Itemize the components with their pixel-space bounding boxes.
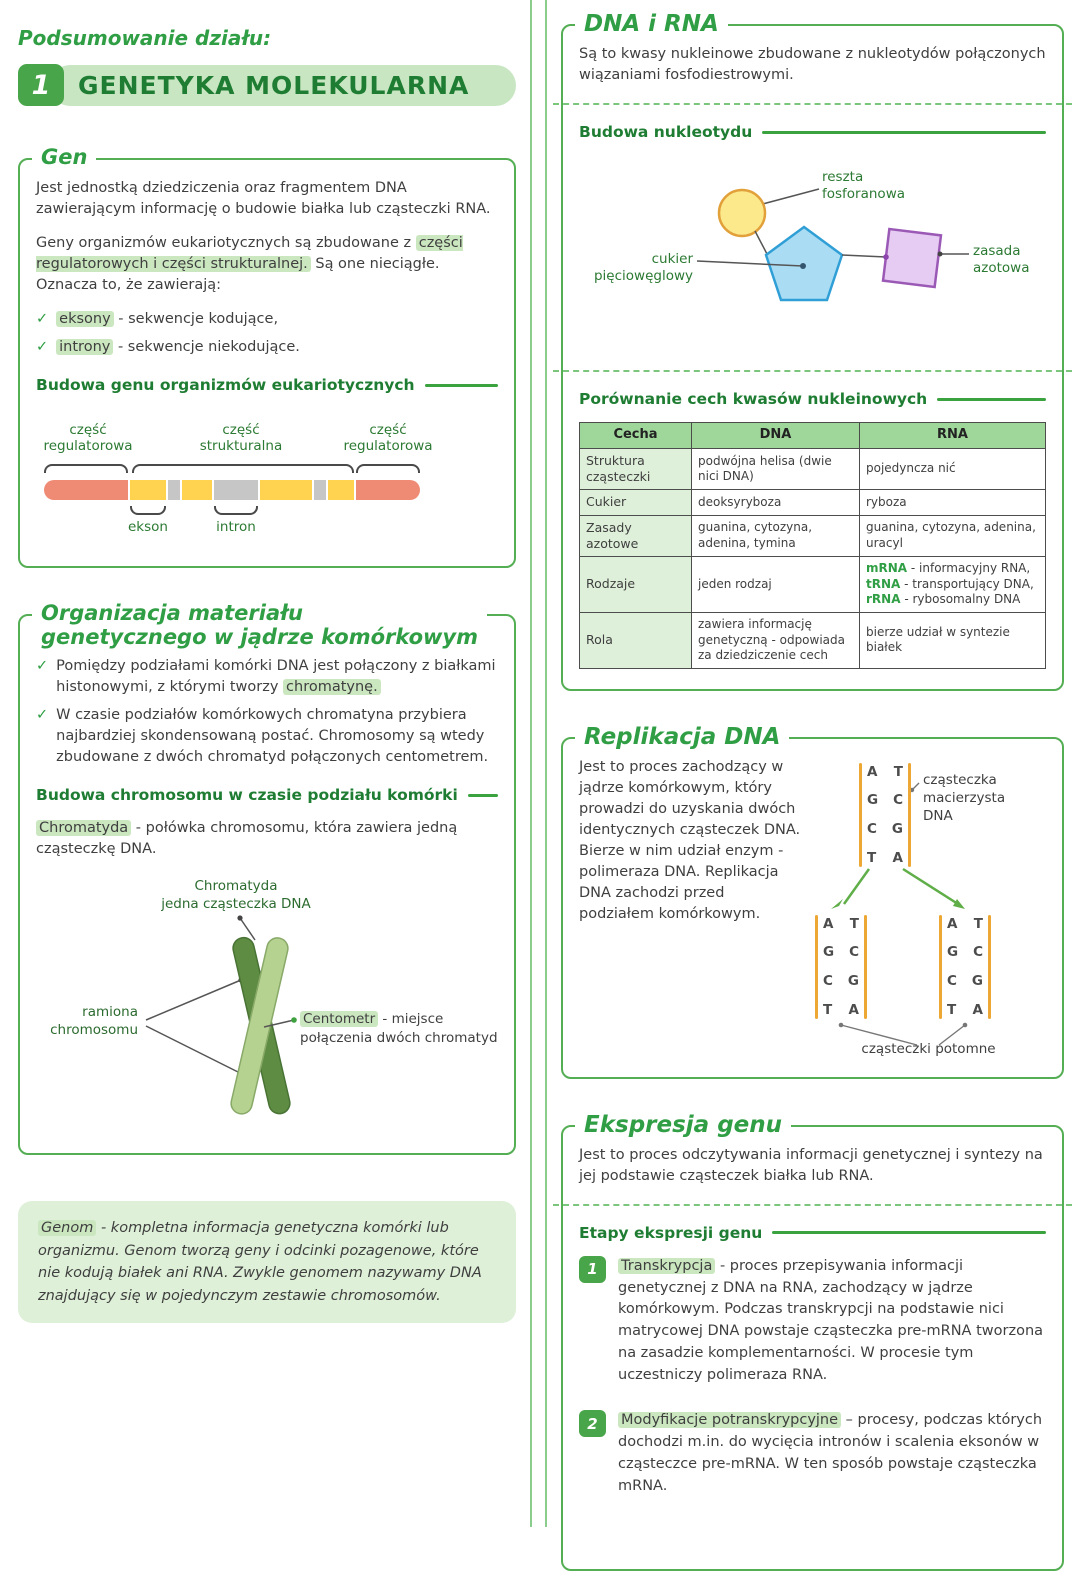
base-pair (947, 1002, 983, 1018)
base: A (947, 915, 958, 932)
sugar-label: cukier pięciowęglowy (593, 251, 693, 284)
text: Są one nieciągłe. Oznacza to, że zawierają: (36, 256, 440, 294)
strand-line (988, 915, 991, 1019)
base-pairs (867, 763, 903, 867)
base: C (823, 973, 833, 990)
region-label-regulatory-left: część regulatorowa (43, 422, 133, 455)
dna-molecule-daughter-1 (815, 915, 867, 1019)
base-pair (947, 944, 983, 960)
cell-rna: bierze udział w syntezie białek (860, 612, 1046, 668)
dashed-separator (553, 1204, 1072, 1206)
base-square (883, 229, 941, 287)
cell-dna: jeden rodzaj (692, 557, 860, 613)
replication-diagram (811, 757, 1046, 1057)
cell-rna-types (860, 557, 1046, 613)
base-pairs (823, 915, 859, 1019)
base: T (973, 915, 983, 932)
text: – procesy, podczas których dochodzi m.in. do wycięcia intronów i scalenia eksonów w cząsteczce pre-mRNA. W ten sposób powstaje cząsteczka mRNA. (618, 1412, 1043, 1494)
chromatyda-paragraph (36, 818, 498, 860)
base: G (847, 973, 859, 990)
base-pair (867, 764, 903, 780)
cell-rna: guanina, cytozyna, adenina, uracyl (860, 515, 1046, 557)
label-line-1: Chromatyda (194, 878, 278, 895)
region-label-structural: część strukturalna (199, 422, 283, 455)
term: tRNA (866, 576, 901, 591)
chapter-number: 1 (18, 64, 64, 106)
parent-molecule-label (923, 771, 1005, 826)
bar-segment-intron (168, 480, 180, 500)
connector-dot (237, 916, 242, 921)
bullet-text (56, 337, 300, 358)
chapter-title: GENETYKA MOLEKULARNA (50, 65, 516, 106)
bar-segment-intron (214, 480, 258, 500)
connector-line (759, 189, 819, 205)
page-header: Podsumowanie działu: (18, 26, 272, 50)
rna-type-rrna (866, 592, 1039, 608)
dashed-separator (553, 370, 1072, 372)
table-header-row (580, 423, 1046, 449)
base: C (849, 944, 859, 961)
bar-segment-ekson (130, 480, 166, 500)
cell-dna: zawiera informację genetyczną - odpowiada za dziedziczenie cech (692, 612, 860, 668)
bar-segment-ekson (260, 480, 312, 500)
highlight-eksony: eksony (56, 311, 114, 327)
chapter-banner (18, 64, 516, 106)
highlight-centometr: Centometr (300, 1011, 378, 1027)
base: C (893, 792, 903, 809)
cell-feature: Cukier (580, 490, 692, 515)
expression-box-title: Ekspresja genu (575, 1112, 791, 1138)
arrow-right (903, 869, 958, 904)
base-label: zasada azotowa (973, 243, 1030, 276)
nucleic-acids-comparison-table (579, 422, 1046, 669)
base: T (867, 849, 877, 866)
base-dot (883, 254, 889, 260)
label-line: cząsteczka (923, 771, 997, 788)
dna-rna-box (561, 11, 1064, 691)
step-text (618, 1410, 1046, 1497)
dna-rna-box-title: DNA i RNA (575, 11, 728, 37)
base-pairs (947, 915, 983, 1019)
base-pair (867, 850, 903, 866)
text: - proces przepisywania informacji genetycznej z DNA na RNA, zachodzący w jądrze komórkowym. Podczas transkrypcji na podstawie nici matrycowej DNA powstaje cząsteczka pre-mRNA tworzona na zasadzie komplementarności. W procesie tym uczestniczy polimeraza RNA. (618, 1257, 1044, 1383)
step-number: 1 (579, 1256, 606, 1283)
bar-segment-intron (314, 480, 326, 500)
cell-rna: ryboza (860, 490, 1046, 515)
centromere-dot (291, 1017, 297, 1023)
base: C (973, 944, 983, 961)
connector-line (146, 1026, 242, 1074)
check-icon: ✓ (36, 339, 49, 356)
base: T (947, 1001, 957, 1018)
connector-dot (938, 252, 943, 257)
connector-dot (963, 1022, 968, 1027)
cell-dna: guanina, cytozyna, adenina, tymina (692, 515, 860, 557)
brace-regulatory-left (44, 464, 128, 473)
strand-line (908, 763, 911, 867)
chromatid-top-label (121, 878, 351, 913)
base: C (867, 821, 877, 838)
title-line-2: genetycznego w jądrze komórkowym (41, 625, 479, 650)
organization-box-title (32, 601, 487, 649)
highlight-chromatyne: chromatynę. (283, 679, 381, 695)
replication-paragraph: Jest to proces zachodzący w jądrze komórkowym, który prowadzi do uzyskania dwóch identycznych cząsteczek DNA. Bierze w nim udział enzym - polimeraza DNA. Replikacja DNA zachodzi przed podziałem komórkowym. (579, 758, 801, 922)
cell-feature: Zasady azotowe (580, 515, 692, 557)
replication-box-title: Replikacja DNA (575, 724, 789, 750)
base-pair (867, 821, 903, 837)
table-row (580, 448, 1046, 490)
brace-structural (132, 464, 354, 473)
gen-paragraph-2 (36, 233, 498, 296)
text: - kompletna informacja genetyczna komórki lub organizmu. Genom tworzą geny i odcinki pozagenowe, które nie kodują białek ani RNA. Zwykle genomem nazywamy DNA znajdujący się w pojedynczym zestawie chromosomów. (38, 1220, 482, 1304)
desc: - informacyjny RNA, (907, 561, 1031, 576)
gene-structure-subhead: Budowa genu organizmów eukariotycznych (36, 376, 498, 394)
expression-step-2 (579, 1410, 1046, 1497)
connector-line (842, 255, 886, 257)
text: - sekwencje kodujące, (113, 311, 279, 328)
highlight-transkrypcja: Transkrypcja (618, 1258, 715, 1274)
bar-segment-ekson (182, 480, 212, 500)
gen-paragraph-1: Jest jednostką dziedziczenia oraz fragmentem DNA zawierającym informację o budowie białka lub cząsteczki RNA. (36, 180, 491, 218)
base-pair (947, 916, 983, 932)
column-divider (530, 0, 547, 1527)
col-header-cecha: Cecha (580, 423, 692, 449)
text: - sekwencje niekodujące. (113, 339, 300, 356)
text: Geny organizmów eukariotycznych są zbudowane z (36, 235, 416, 252)
centromere-label (300, 1010, 500, 1048)
phosphate-circle (719, 190, 765, 236)
gene-bar (44, 480, 420, 500)
base: A (848, 1001, 859, 1018)
region-label-regulatory-right: część regulatorowa (343, 422, 433, 455)
base-pair (867, 792, 903, 808)
rna-type-mrna (866, 561, 1039, 577)
bar-segment-regulatory (44, 480, 128, 500)
col-header-rna: RNA (860, 423, 1046, 449)
desc: - rybosomalny DNA (900, 592, 1021, 607)
chromosome-diagram (36, 878, 498, 1133)
table-row (580, 515, 1046, 557)
highlight-introny: introny (56, 339, 113, 355)
gen-bullet-eksony (36, 309, 498, 330)
base: A (892, 849, 903, 866)
strand-line (859, 763, 862, 867)
base-pair (823, 973, 859, 989)
base-pair (823, 916, 859, 932)
gen-box-title: Gen (32, 145, 96, 169)
table-row (580, 557, 1046, 613)
base: C (947, 973, 957, 990)
label-line: macierzysta (923, 789, 1006, 806)
check-icon: ✓ (36, 658, 49, 675)
expression-steps-subhead: Etapy ekspresji genu (579, 1224, 1046, 1242)
arrow-left (844, 869, 869, 904)
strand-line (864, 915, 867, 1019)
arrow-left-head (831, 899, 843, 909)
table-row (580, 490, 1046, 515)
base: A (823, 915, 834, 932)
gen-box (18, 145, 516, 568)
base: T (823, 1001, 833, 1018)
intron-label: intron (216, 519, 256, 536)
check-icon: ✓ (36, 311, 49, 328)
strand-line (815, 915, 818, 1019)
dna-molecule-daughter-2 (939, 915, 991, 1019)
dna-molecule-parent (859, 763, 911, 867)
base: G (867, 792, 879, 809)
base: G (823, 944, 835, 961)
organization-box (18, 601, 516, 1155)
step-text (618, 1256, 1046, 1387)
table-row (580, 612, 1046, 668)
org-bullet-2 (36, 705, 498, 768)
sugar-dot (800, 263, 806, 269)
col-header-dna: DNA (692, 423, 860, 449)
strand-line (939, 915, 942, 1019)
comparison-subhead: Porównanie cech kwasów nukleinowych (579, 390, 1046, 408)
ekson-label: ekson (128, 519, 168, 536)
brace-regulatory-right (356, 464, 420, 473)
daughter-molecules-label: cząsteczki potomne (861, 1040, 996, 1057)
cell-feature: Rodzaje (580, 557, 692, 613)
bullet-text: W czasie podziałów komórkowych chromatyna przybiera najbardziej skondensowaną postać. Chromosomy są wtedy zbudowane z dwóch chromatyd połączonych centometrem. (56, 707, 489, 766)
genom-note (18, 1201, 516, 1323)
desc: - transportujący DNA, (900, 576, 1034, 591)
base-pair (823, 1002, 859, 1018)
label-line: DNA (923, 808, 953, 825)
base: G (971, 973, 983, 990)
base: T (849, 915, 859, 932)
right-column (547, 0, 1080, 1527)
highlight-parts: części regulatorowych i części strukturalnej. (36, 235, 463, 273)
text: Pomiędzy podziałami komórki DNA jest połączony z białkami histonowymi, z którymi tworzy (56, 658, 496, 696)
connector-dot (839, 1022, 844, 1027)
highlight-modyfikacje: Modyfikacje potranskrypcyjne (618, 1412, 841, 1428)
chromosome-arms-label: ramiona chromosomu (50, 1004, 138, 1038)
org-bullet-1 (36, 656, 498, 698)
cell-feature: Rola (580, 612, 692, 668)
phosphate-label: reszta fosforanowa (822, 169, 906, 202)
bar-segment-ekson (328, 480, 354, 500)
nucleotide-subhead: Budowa nukleotydu (579, 123, 1046, 141)
base: T (893, 763, 903, 780)
step-number: 2 (579, 1410, 606, 1437)
label-line-2: jedna cząsteczka DNA (161, 895, 311, 912)
text: - połówka chromosomu, która zawiera jedną cząsteczkę DNA. (36, 820, 458, 858)
brace-ekson (130, 506, 166, 515)
base: G (891, 821, 903, 838)
highlight-genom: Genom (38, 1220, 96, 1236)
replication-box (561, 723, 1064, 1079)
gen-bullet-introny (36, 337, 498, 358)
chromosome-subhead: Budowa chromosomu w czasie podziału komórki (36, 786, 498, 804)
base: A (972, 1001, 983, 1018)
replication-content (579, 757, 1046, 1057)
dna-rna-paragraph: Są to kwasy nukleinowe zbudowane z nukleotydów połączonych wiązaniami fosfodiestrowymi. (579, 46, 1046, 84)
cell-feature: Struktura cząsteczki (580, 448, 692, 490)
bullet-text (56, 309, 278, 330)
bar-segment-regulatory (356, 480, 420, 500)
connector-line (146, 980, 241, 1020)
nucleotide-diagram (579, 155, 1046, 353)
check-icon: ✓ (36, 707, 49, 724)
expression-box (561, 1111, 1064, 1571)
base: G (947, 944, 959, 961)
rna-type-trna (866, 577, 1039, 593)
brace-intron (214, 506, 258, 515)
base: A (867, 763, 878, 780)
text: - miejsce połączenia dwóch chromatyd (300, 1011, 498, 1047)
expression-paragraph: Jest to proces odczytywania informacji genetycznej i syntezy na jej podstawie cząsteczek białka lub RNA. (579, 1146, 1043, 1184)
cell-dna: podwójna helisa (dwie nici DNA) (692, 448, 860, 490)
base-pair (823, 944, 859, 960)
term: rRNA (866, 592, 901, 607)
gene-structure-diagram (36, 422, 498, 546)
bullet-text (56, 656, 498, 698)
cell-dna: deoksyryboza (692, 490, 860, 515)
highlight-chromatyda: Chromatyda (36, 820, 131, 836)
base-pair (947, 973, 983, 989)
connector-line (240, 918, 255, 940)
term: mRNA (866, 561, 908, 576)
expression-step-1 (579, 1256, 1046, 1387)
dashed-separator (553, 103, 1072, 105)
title-line-1: Organizacja materiału (41, 601, 303, 626)
left-column (0, 0, 530, 1527)
cell-rna: pojedyncza nić (860, 448, 1046, 490)
connector-line (755, 231, 767, 254)
